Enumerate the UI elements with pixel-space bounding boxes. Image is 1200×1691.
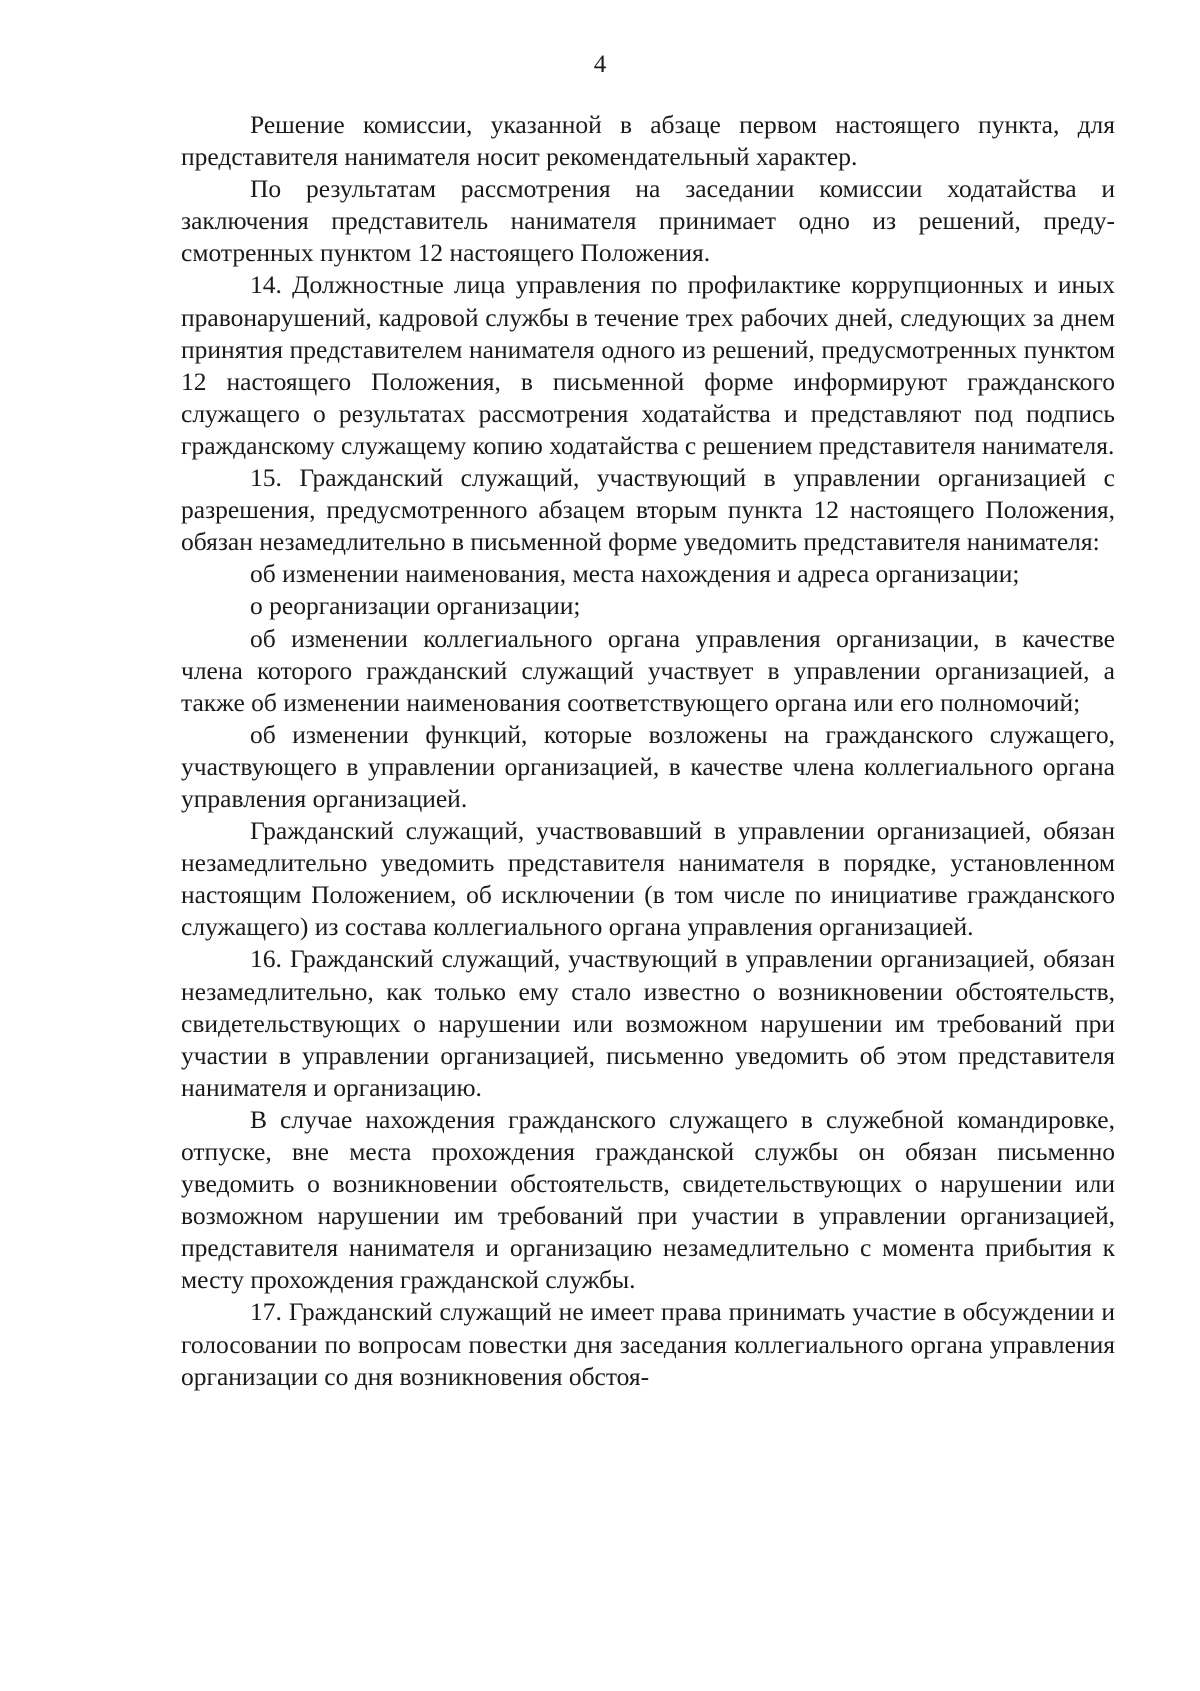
list-item-name-change: об изменении наименования, места нахождения и адреса организации; (250, 559, 1020, 589)
document-body (181, 109, 1115, 1393)
paragraph-review-results: По результатам рассмотрения на заседании комиссии ходатайства и заключения представитель нанимателя принимает одно из решений, предусмотренных пунктом 12 настоящего Положения. (181, 174, 1115, 268)
list-item-reorganization: о реорганизации организации; (250, 591, 581, 621)
list-item-functions-change: об изменении функций, которые возложены на гражданского служащего, участвующего в управлении организацией, в качестве члена коллегиального органа управления организацией. (181, 719, 1115, 813)
paragraph-exclusion-notice: Гражданский служащий, участвовавший в управлении организацией, обязан незамедлительно уведомить представителя нанимателя в порядке, установленном настоящим Положением, об исключении (в том числе по инициативе гражданского служащего) из состава коллегиального органа управления организацией. (181, 816, 1115, 942)
paragraph-item-14: 14. Должностные лица управления по профилактике коррупционных и иных правонарушений, кадровой службы в течение трех рабочих дней, следующих за днем принятия представителем нанимателя одного из решений, предусмотренных пунктом 12 настоящего Положения, в письменной форме информируют гражданского служащего о результатах рассмотрения ходатайства и представляют под подпись гражданскому служащему копию ходатайства с решением представителя нанимателя. (181, 270, 1115, 460)
paragraph-item-15: 15. Гражданский служащий, участвующий в управлении организацией с разрешения, предусмотренного абзацем вторым пункта 12 настоящего Положения, обязан незамедлительно в письменной форме уведомить представителя нанимателя: (181, 463, 1115, 557)
list-item-collegial-body-change: об изменении коллегиального органа управления организации, в качестве члена которого гражданский служащий участвует в управлении организацией, а также об изменении наименования соответствующего органа или его полномочий; (181, 623, 1115, 717)
paragraph-item-16: 16. Гражданский служащий, участвующий в управлении организацией, обязан незамедлительно, как только ему стало известно о возникновении обстоятельств, свидетельствующих о нарушении или возможном нарушении им требований при участии в управлении организацией, письменно уведомить об этом представителя нанимателя и организацию. (181, 944, 1115, 1102)
paragraph-business-trip: В случае нахождения гражданского служащего в служебной командировке, отпуске, вне места прохождения гражданской службы он обязан письменно уведомить о возникновении обстоятельств, свидетельствующих о нарушении или возможном нарушении им требований при участии в управлении организацией, представителя нанимателя и организацию незамедлительно с момента прибытия к месту прохождения гражданской службы. (181, 1104, 1115, 1295)
page-number: 4 (593, 51, 607, 78)
paragraph-commission-decision: Решение комиссии, указанной в абзаце первом настоящего пункта, для представителя нанимателя носит рекомендательный характер. (181, 110, 1115, 172)
paragraph-item-17: 17. Гражданский служащий не имеет права принимать участие в обсуждении и голосовании по вопросам повестки дня заседания коллегиального органа управления организации со дня возникновения обстоя- (181, 1297, 1115, 1391)
